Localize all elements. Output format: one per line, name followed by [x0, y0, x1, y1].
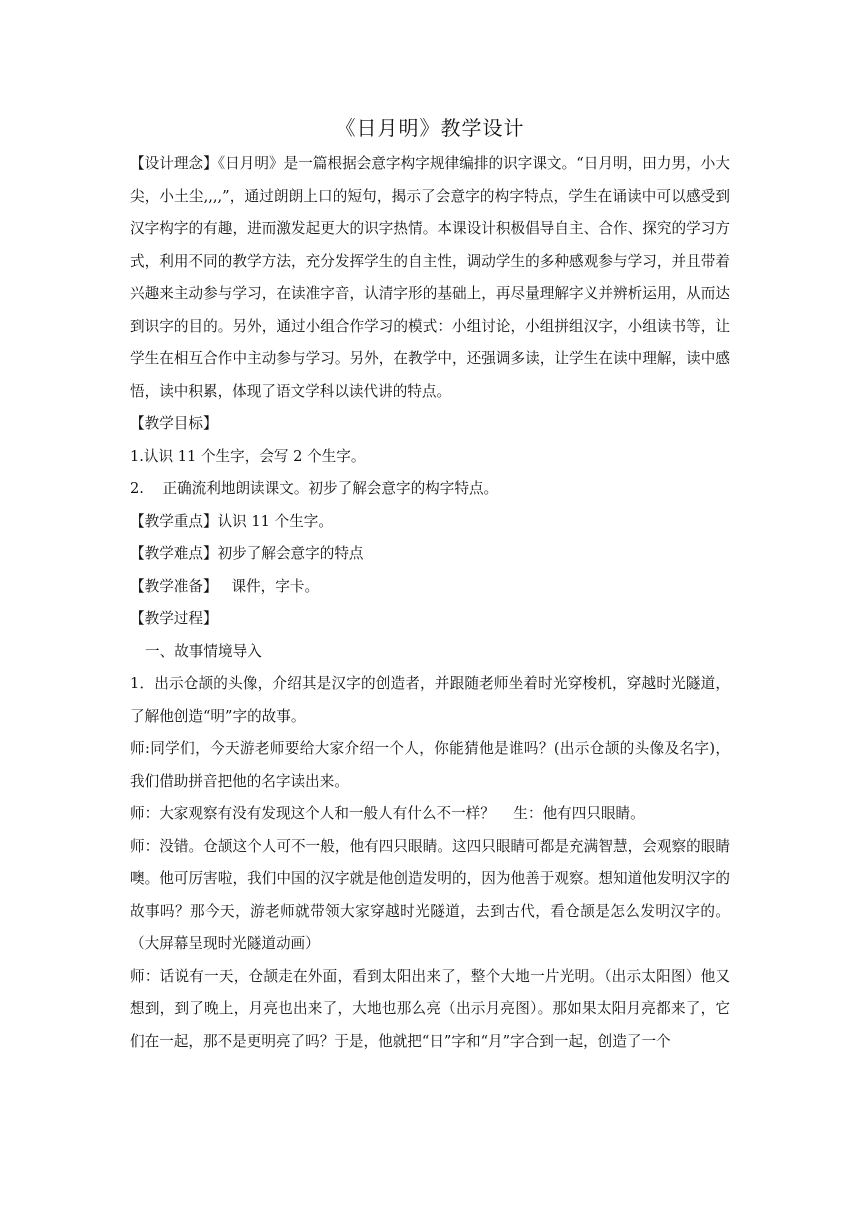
heading-teaching-goals: 【教学目标】 [130, 415, 218, 432]
document-title: 《日月明》教学设计 [335, 116, 525, 140]
dialogue-paragraph-3: 师：没错。仓颉这个人可不一般，他有四只眼睛。这四只眼睛可都是充满智慧，会观察的眼睛噢。他可厉害啦，我们中国的汉字就是他创造发明的，因为他善于观察。想知道他发明汉字的故事吗？那今天，游老师就带领大家穿越时光隧道，去到古代，看仓颉是怎么发明汉字的。（大屏幕呈现时光隧道动画） [130, 837, 730, 952]
paragraph-design-concept: 【设计理念】《日月明》是一篇根据会意字构字规律编排的识字课文。“日月明，田力男，小大尖，小土尘,,,,”，通过朗朗上口的短句，揭示了会意字的构字特点，学生在诵读中可以感受到汉字构字的有趣，进而激发起更大的识字热情。本课设计积极倡导自主、合作、探究的学习方式，利用不同的教学方法，充分发挥学生的自主性，调动学生的多种感观参与学习，并且带着兴趣来主动参与学习，在读准字音，认清字形的基础上，再尽量理解字义并辨析运用，从而达到识字的目的。另外，通过小组合作学习的模式：小组讨论，小组拼组汉字，小组读书等，让学生在相互合作中主动参与学习。另外，在教学中，还强调多读，让学生在读中理解，读中感悟，读中积累，体现了语文学科以读代讲的特点。 [130, 155, 730, 400]
heading-teaching-process: 【教学过程】 [130, 610, 218, 627]
process-step-1: 1．出示仓颉的头像，介绍其是汉字的创造者，并跟随老师坐着时光穿梭机，穿越时光隧道，了解他创造“明”字的故事。 [130, 675, 730, 725]
dialogue-paragraph-1: 师:同学们，今天游老师要给大家介绍一个人，你能猜他是谁吗？(出示仓颉的头像及名字)，我们借助拼音把他的名字读出来。 [130, 740, 730, 790]
goal-item-1: 1.认识 11 个生字，会写 2 个生字。 [130, 447, 366, 465]
document-page [130, 112, 730, 1058]
paragraph-preparation: 【教学准备】 课件，字卡。 [130, 577, 320, 595]
dialogue-paragraph-2: 师：大家观察有没有发现这个人和一般人有什么不一样？ 生：他有四只眼睛。 [130, 805, 645, 822]
paragraph-difficulties: 【教学难点】初步了解会意字的特点 [130, 545, 364, 562]
goal-item-2: 2. 正确流利地朗读课文。初步了解会意字的构字特点。 [130, 480, 499, 497]
dialogue-paragraph-4: 师：话说有一天，仓颉走在外面，看到太阳出来了，整个大地一片光明。（出示太阳图）他又想到，到了晚上，月亮也出来了，大地也那么亮（出示月亮图）。那如果太阳月亮都来了，它们在一起，那不是更明亮了吗？于是，他就把“日”字和“月”字合到一起，创造了一个 [130, 967, 730, 1050]
section-heading-story-intro: 一、故事情境导入 [145, 642, 262, 660]
paragraph-key-points: 【教学重点】认识 11 个生字。 [130, 512, 333, 530]
